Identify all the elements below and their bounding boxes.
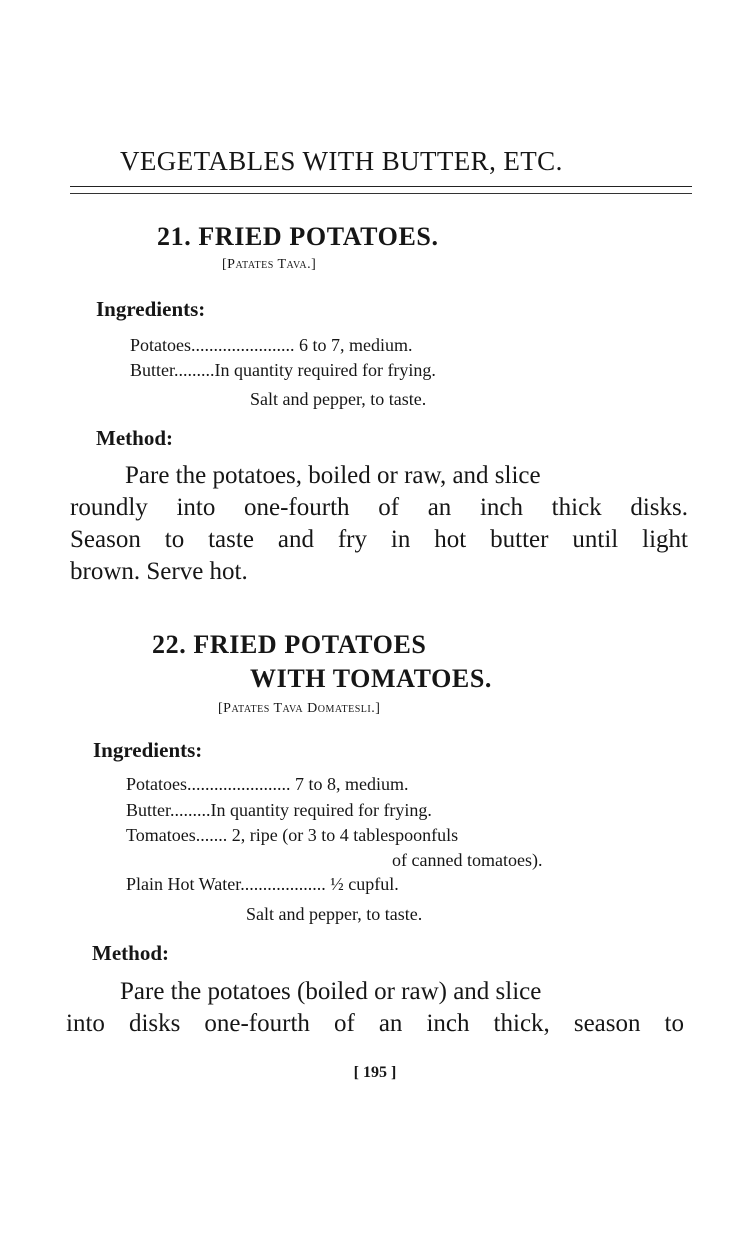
method-line: Pare the potatoes (boiled or raw) and slice <box>120 978 542 1005</box>
method-label: Method: <box>96 426 173 450</box>
ingredient-line: Potatoes....................... 6 to 7, medium. <box>130 335 413 355</box>
method-line: Season to taste and fry in hot butter until light <box>70 526 688 553</box>
method-label: Method: <box>92 941 169 965</box>
method-line: roundly into one-fourth of an inch thick disks. <box>70 494 688 521</box>
ingredients-label: Ingredients: <box>96 297 206 321</box>
ingredient-line: Plain Hot Water................... ½ cupful. <box>126 874 399 894</box>
ingredients-label: Ingredients: <box>93 738 203 762</box>
method-line: brown. Serve hot. <box>70 558 248 585</box>
method-text <box>0 976 750 1040</box>
recipe-subtitle: [Patates Tava Domatesli.] <box>218 701 381 716</box>
recipe-title: 21. FRIED POTATOES. <box>157 222 439 251</box>
running-head: VEGETABLES WITH BUTTER, ETC. <box>120 146 563 176</box>
ingredient-line: Tomatoes....... 2, ripe (or 3 to 4 tablespoonfuls <box>126 825 459 845</box>
page-number: [ 195 ] <box>353 1064 397 1081</box>
ingredient-line: Butter.........In quantity required for frying. <box>126 800 432 820</box>
recipe-subtitle: [Patates Tava.] <box>222 257 317 272</box>
method-line: Pare the potatoes, boiled or raw, and slice <box>125 462 541 489</box>
method-line: into disks one-fourth of an inch thick, season to <box>66 1010 684 1037</box>
ingredient-line: Butter.........In quantity required for frying. <box>130 360 436 380</box>
recipe-title: 22. FRIED POTATOES <box>152 630 427 659</box>
ingredient-line: Salt and pepper, to taste. <box>250 389 427 409</box>
ingredient-line: Salt and pepper, to taste. <box>246 904 423 924</box>
ingredient-line: Potatoes....................... 7 to 8, medium. <box>126 774 409 794</box>
method-text <box>0 460 750 588</box>
ingredient-line: of canned tomatoes). <box>392 850 543 870</box>
header-rule-thin <box>70 193 692 194</box>
header-rule <box>70 186 692 187</box>
recipe-title-line2: WITH TOMATOES. <box>250 664 492 693</box>
